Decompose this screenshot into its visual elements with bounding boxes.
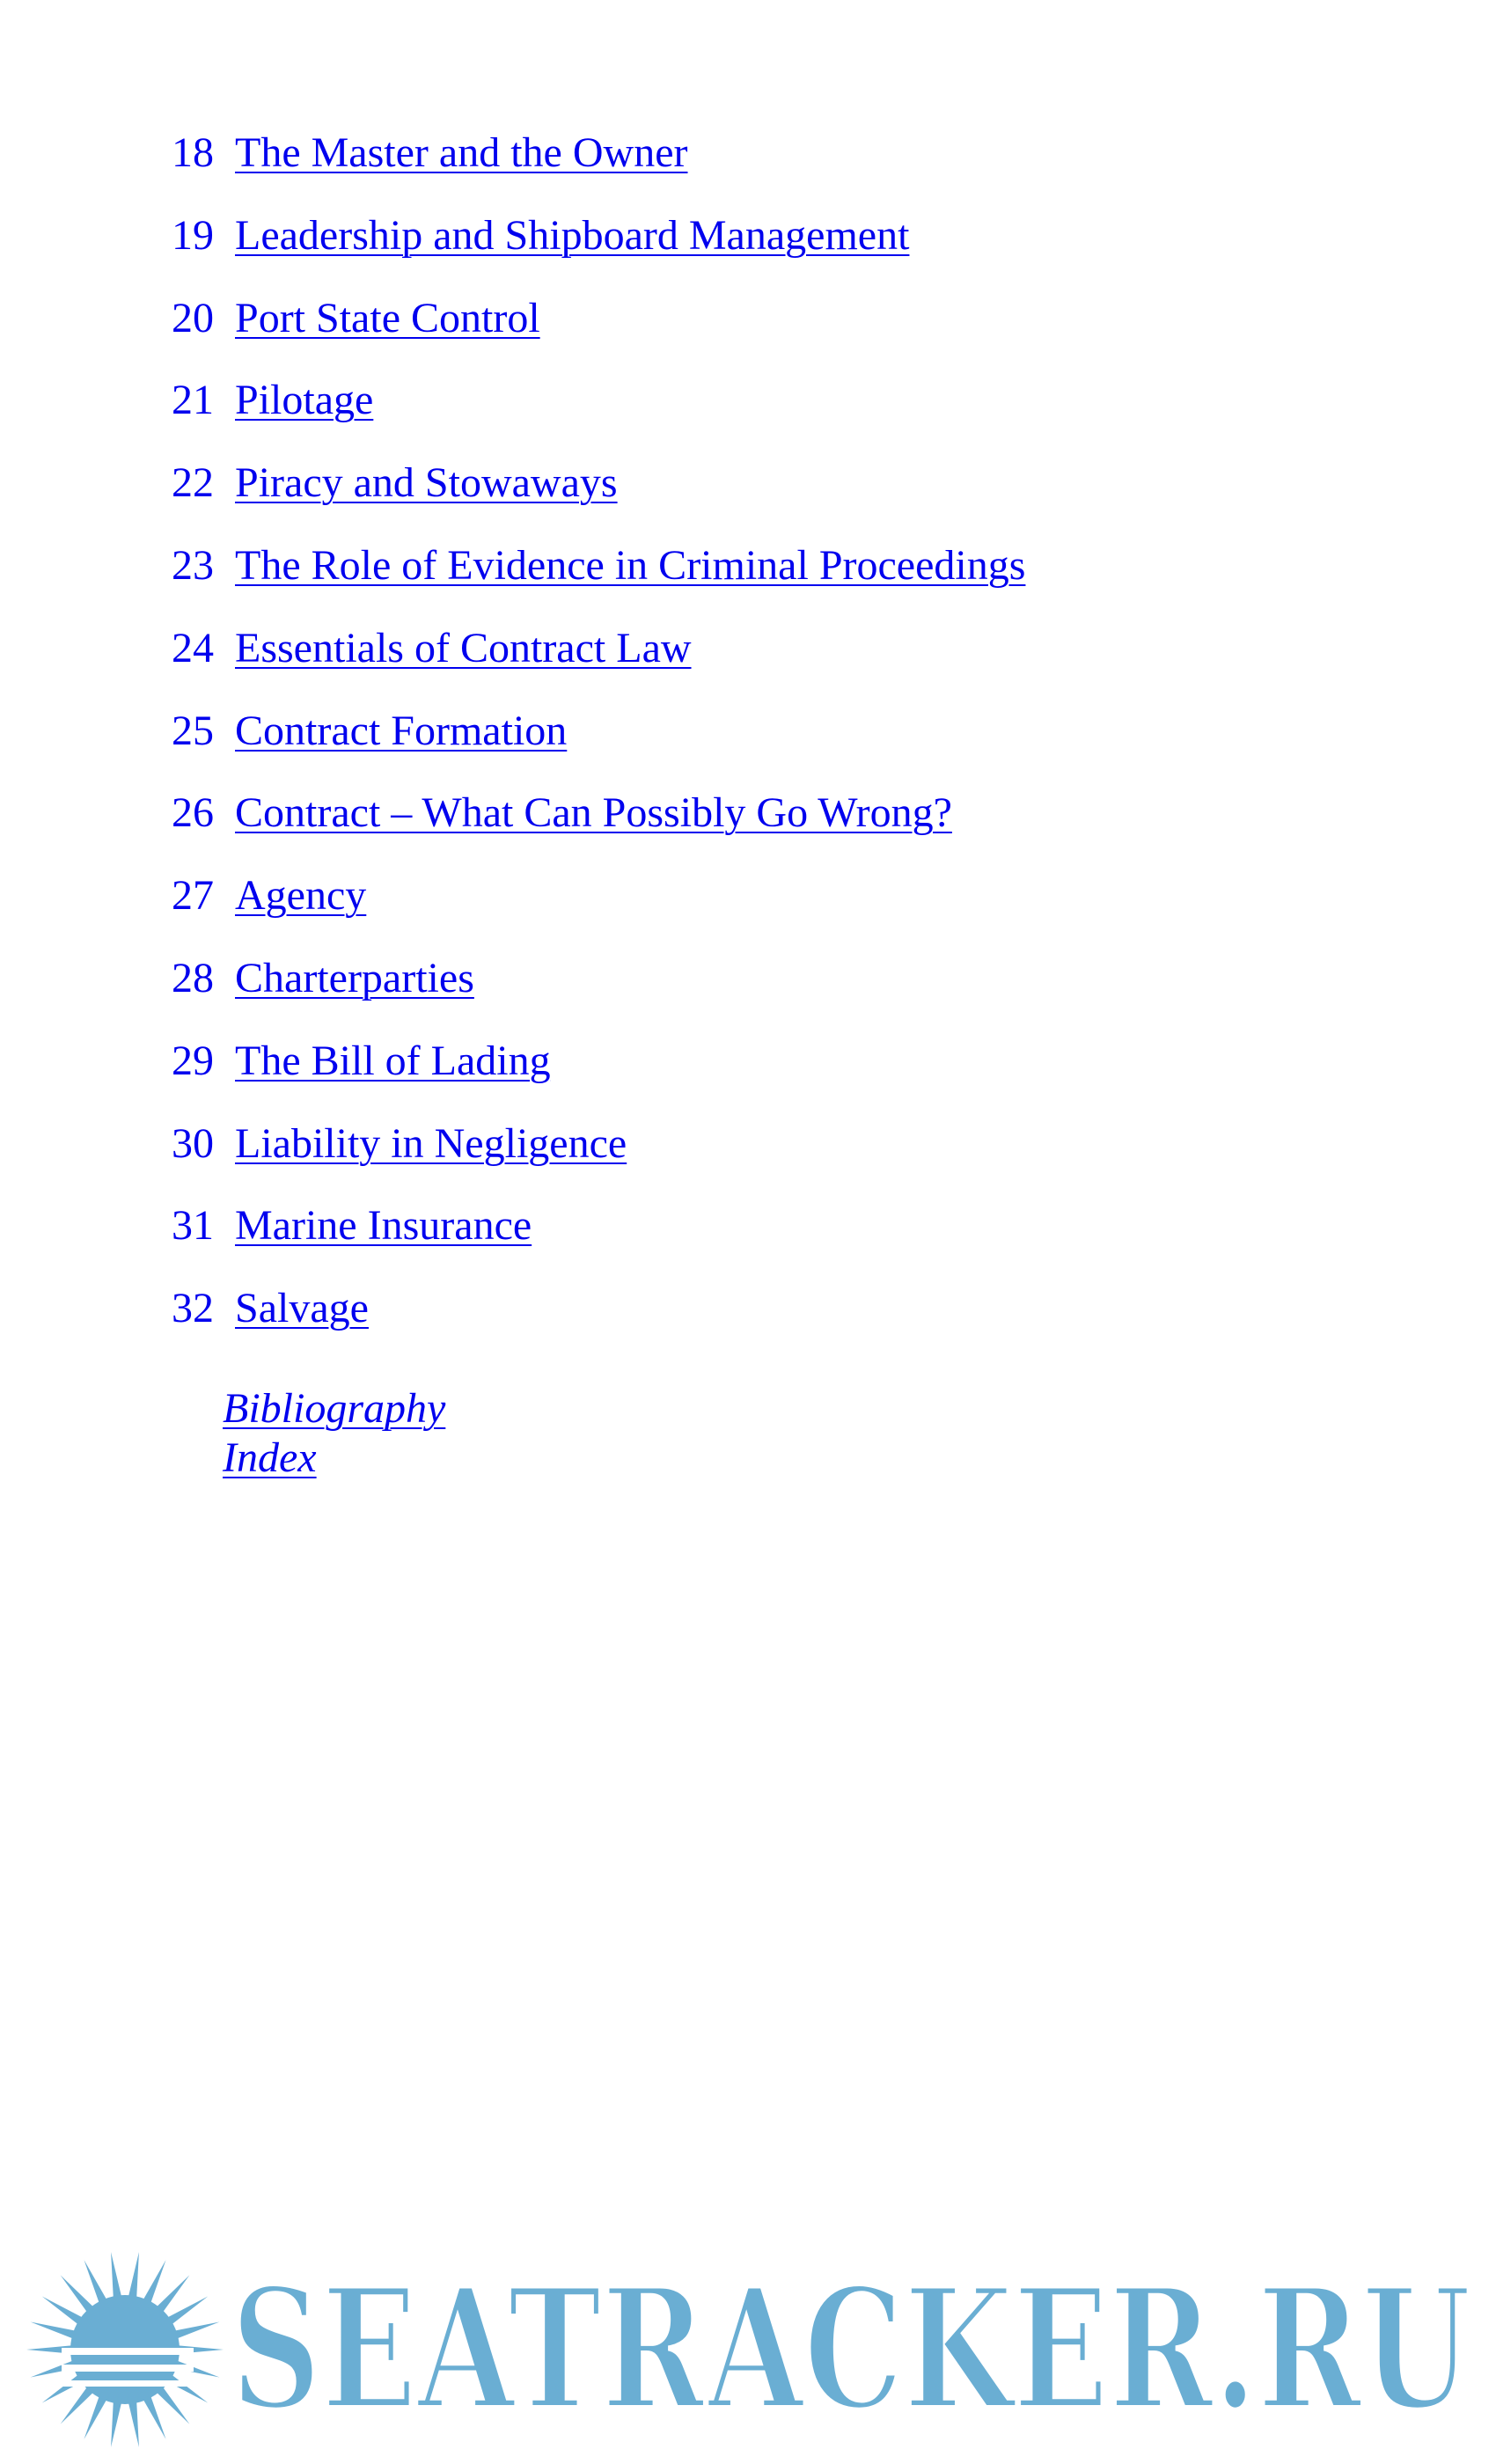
chapter-title: Port State Control [235,294,540,341]
toc-link-chapter-21[interactable] [172,377,373,423]
chapter-title: Essentials of Contract Law [235,624,692,671]
toc-entry [172,379,1360,462]
chapter-title: The Bill of Lading [235,1037,551,1084]
toc-entry [172,1202,1360,1287]
toc-entry [172,872,1360,957]
table-of-contents [172,129,1360,1370]
toc-entry [172,459,1360,545]
toc-entry [172,707,1360,793]
chapter-title: The Role of Evidence in Criminal Proceedings [235,541,1026,589]
toc-link-chapter-25[interactable] [172,708,567,754]
chapter-number: 29 [172,1037,214,1084]
toc-entry [172,1287,1360,1370]
chapter-number: 25 [172,707,214,754]
chapter-title: Agency [235,872,367,920]
chapter-title: Contract Formation [235,707,568,754]
toc-link-chapter-31[interactable] [172,1202,532,1249]
toc-entry [172,211,1360,297]
watermark-text [231,2260,1480,2427]
chapter-number: 21 [172,377,214,424]
chapter-number: 31 [172,1202,214,1250]
chapter-title: Salvage [235,1285,369,1332]
toc-entry [172,954,1360,1040]
watermark-banner [0,2235,1496,2464]
chapter-title: Marine Insurance [235,1202,532,1250]
chapter-number: 27 [172,872,214,920]
chapter-number: 23 [172,541,214,589]
toc-entry [172,294,1360,380]
toc-link-chapter-32[interactable] [172,1285,369,1331]
toc-link-chapter-24[interactable] [172,625,692,671]
back-matter-entry [223,1434,445,1486]
toc-link-chapter-26[interactable] [172,789,952,836]
toc-entry [172,129,1360,215]
chapter-number: 28 [172,954,214,1001]
chapter-number: 32 [172,1285,214,1332]
chapter-number: 30 [172,1119,214,1167]
toc-link-chapter-22[interactable] [172,459,618,506]
toc-link-chapter-19[interactable] [172,212,909,259]
chapter-number: 20 [172,294,214,341]
chapter-title: Leadership and Shipboard Management [235,211,910,259]
toc-entry [172,789,1360,875]
toc-link-chapter-20[interactable] [172,295,540,341]
chapter-title: Charterparties [235,954,474,1001]
sun-logo-icon [26,2244,224,2455]
toc-link-chapter-23[interactable] [172,542,1025,589]
chapter-title: Contract – What Can Possibly Go Wrong? [235,789,952,837]
chapter-title: Piracy and Stowaways [235,459,618,507]
toc-entry [172,1119,1360,1206]
svg-text:SEATRACKER.RU: SEATRACKER.RU [231,2260,1471,2427]
chapter-number: 22 [172,459,214,507]
chapter-number: 19 [172,211,214,259]
back-matter-list [223,1385,446,1486]
toc-entry [172,624,1360,710]
bibliography-link[interactable]: Bibliography [223,1385,446,1432]
toc-link-chapter-18[interactable] [172,129,687,176]
chapter-number: 26 [172,789,214,837]
index-link[interactable]: Index [223,1434,317,1481]
chapter-title: The Master and the Owner [235,129,688,176]
chapter-number: 24 [172,624,214,671]
toc-link-chapter-30[interactable] [172,1120,627,1167]
chapter-number: 18 [172,129,214,176]
toc-entry [172,541,1360,627]
back-matter-entry [223,1385,446,1437]
toc-entry [172,1037,1360,1123]
chapter-title: Pilotage [235,377,374,424]
toc-link-chapter-29[interactable] [172,1038,551,1084]
toc-link-chapter-27[interactable] [172,872,366,919]
toc-link-chapter-28[interactable] [172,955,474,1001]
chapter-title: Liability in Negligence [235,1119,627,1167]
